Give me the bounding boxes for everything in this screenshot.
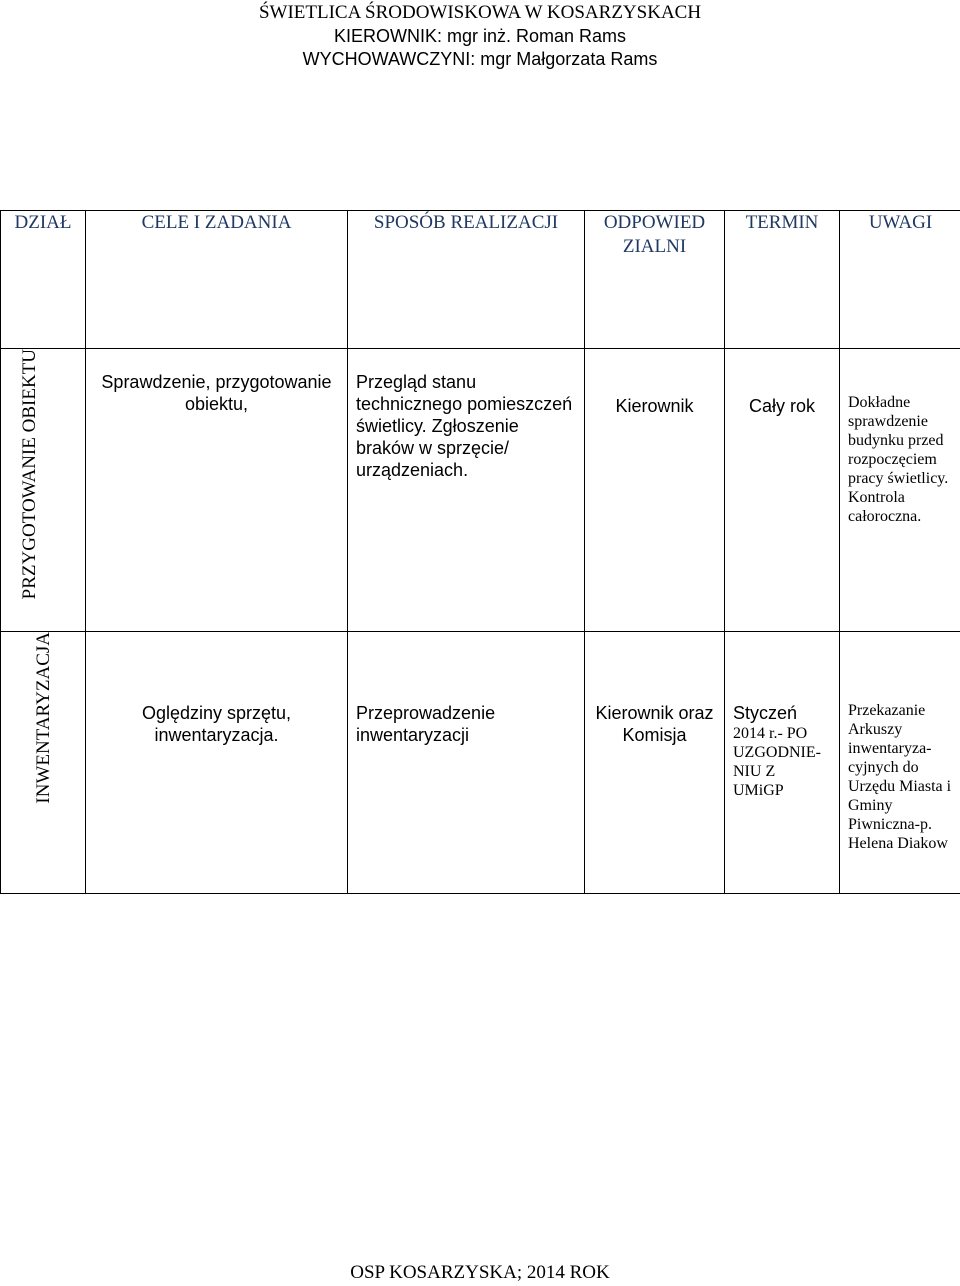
document-footer: OSP KOSARZYSKA; 2014 ROK xyxy=(350,1262,610,1283)
row-section-label: INWENTARYZACJA xyxy=(32,632,54,804)
notes-text: Przekazanie Arkuszy inwentaryza-cyjnych do Urzędu Miasta i Gminy Piwniczna-p. Helena Diakow xyxy=(848,702,952,852)
column-header-odpowiedzialni: ODPOWIED ZIALNI xyxy=(585,211,725,349)
deadline-text: Cały rok xyxy=(748,396,815,416)
deadline-month: Styczeń xyxy=(733,703,798,723)
responsible-cell xyxy=(585,349,725,632)
responsible-text: Kierownik xyxy=(615,396,694,416)
row-section-cell xyxy=(1,632,86,894)
row-section-label: PRZYGOTOWANIE OBIEKTU xyxy=(19,349,40,600)
goals-cell xyxy=(86,349,348,632)
deadline-detail: 2014 r.- PO UZGODNIE-NIU Z UMiGP xyxy=(733,725,821,799)
table-header-row xyxy=(1,211,960,349)
notes-text: Dokładne sprawdzenie budynku przed rozpoczęciem pracy świetlicy. Kontrola całoroczna. xyxy=(848,394,949,525)
table-row xyxy=(1,349,960,632)
column-header-cele: CELE I ZADANIA xyxy=(86,211,348,349)
column-header-sposob: SPOSÓB REALIZACJI xyxy=(348,211,585,349)
column-header-termin: TERMIN xyxy=(725,211,840,349)
method-cell xyxy=(348,632,585,894)
notes-cell xyxy=(840,349,960,632)
deadline-cell xyxy=(725,349,840,632)
row-section-cell xyxy=(1,349,86,632)
method-text: Przeprowadzenie inwentaryzacji xyxy=(356,703,496,745)
method-cell xyxy=(348,349,585,632)
deadline-cell xyxy=(725,632,840,894)
column-header-dzial: DZIAŁ xyxy=(1,211,86,349)
goals-text: Sprawdzenie, przygotowanie obiektu, xyxy=(101,372,332,414)
header-manager: KIEROWNIK: mgr inż. Roman Rams xyxy=(333,26,627,46)
table-row xyxy=(1,632,960,894)
responsible-cell xyxy=(585,632,725,894)
work-plan-table xyxy=(0,210,960,894)
goals-text: Oględziny sprzętu, inwentaryzacja. xyxy=(141,703,292,745)
goals-cell xyxy=(86,632,348,894)
column-header-uwagi: UWAGI xyxy=(840,211,960,349)
header-title: ŚWIETLICA ŚRODOWISKOWA W KOSARZYSKACH xyxy=(258,2,702,23)
header-educator: WYCHOWAWCZYNI: mgr Małgorzata Rams xyxy=(302,49,658,69)
responsible-text: Kierownik oraz Komisja xyxy=(595,703,714,745)
method-text: Przegląd stanu technicznego pomieszczeń świetlicy. Zgłoszenie braków w sprzęcie/ urządzeniach. xyxy=(356,372,573,480)
notes-cell xyxy=(840,632,960,894)
